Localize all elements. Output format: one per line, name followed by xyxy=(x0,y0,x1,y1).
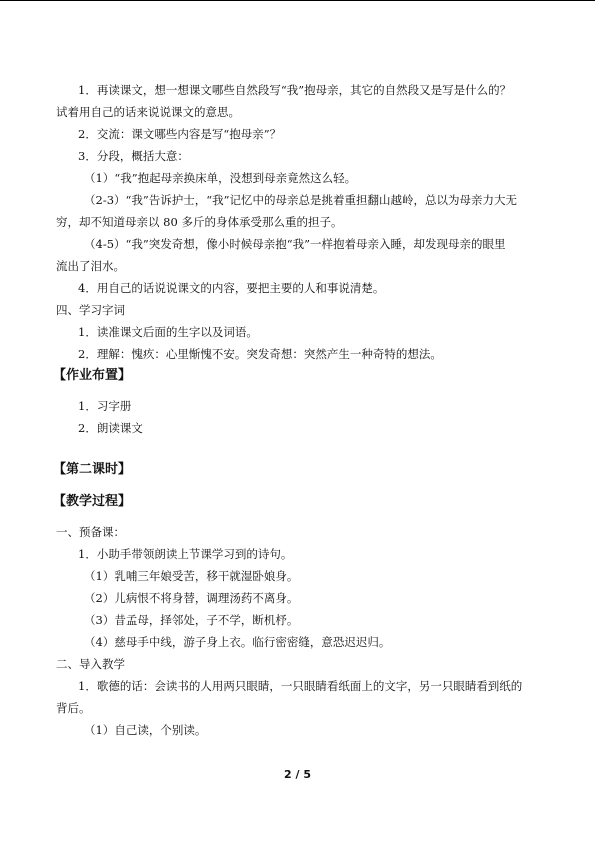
text-line: 4．用自己的话说说课文的内容，要把主要的人和事说清楚。 xyxy=(78,281,385,295)
text-line: （2-3）“我”告诉护士，“我”记忆中的母亲总是挑着重担翻山越岭，总以为母亲力大无 xyxy=(84,193,518,207)
text-line: 1．习字册 xyxy=(78,399,132,413)
text-line: （4-5）“我”突发奇想，像小时候母亲抱“我”一样抱着母亲入睡，却发现母亲的眼里 xyxy=(84,237,506,251)
text-line: 2．理解：愧疚：心里惭愧不安。突发奇想：突然产生一种奇特的想法。 xyxy=(78,347,442,361)
heading-teaching-process: 【教学过程】 xyxy=(53,494,132,509)
section-heading: 二、导入教学 xyxy=(56,657,125,671)
top-rule xyxy=(0,0,595,1)
section-heading: 四、学习字词 xyxy=(56,303,125,317)
text-line: 1．歌德的话：会读书的人用两只眼睛，一只眼睛看纸面上的文字，另一只眼睛看到纸的 xyxy=(78,679,523,693)
text-line: 背后。 xyxy=(56,701,91,715)
text-line: （1）自己读，个别读。 xyxy=(84,723,207,737)
text-line: （3）昔孟母，择邻处，子不学，断机杼。 xyxy=(84,613,299,627)
text-line: 3．分段，概括大意： xyxy=(78,149,189,163)
text-line: 1．读准课文后面的生字以及词语。 xyxy=(78,325,258,339)
text-line: （4）慈母手中线，游子身上衣。临行密密缝，意恐迟迟归。 xyxy=(84,635,391,649)
text-line: 2．交流：课文哪些内容是写“抱母亲”？ xyxy=(78,127,282,141)
text-line: （1）“我”抱起母亲换床单，没想到母亲竟然这么轻。 xyxy=(84,171,357,185)
text-line: 1．小助手带领朗读上节课学习到的诗句。 xyxy=(78,547,293,561)
text-line: （1）乳哺三年娘受苦，移干就湿卧娘身。 xyxy=(84,569,299,583)
page-number: 2 / 5 xyxy=(284,768,311,781)
text-line: 穷，却不知道母亲以 80 多斤的身体承受那么重的担子。 xyxy=(56,215,343,229)
document-body xyxy=(53,79,556,741)
heading-second-lesson: 【第二课时】 xyxy=(53,462,132,477)
text-line: 流出了泪水。 xyxy=(56,259,125,273)
text-line: 1．再读课文，想一想课文哪些自然段写“我”抱母亲，其它的自然段又是写是什么的？ xyxy=(78,83,512,97)
heading-homework: 【作业布置】 xyxy=(53,368,132,383)
text-line: 2．朗读课文 xyxy=(78,421,143,435)
text-line: 试着用自己的话来说说课文的意思。 xyxy=(56,105,240,119)
section-heading: 一、预备课： xyxy=(56,525,125,539)
text-line: （2）儿病恨不将身替，调理汤药不离身。 xyxy=(84,591,299,605)
